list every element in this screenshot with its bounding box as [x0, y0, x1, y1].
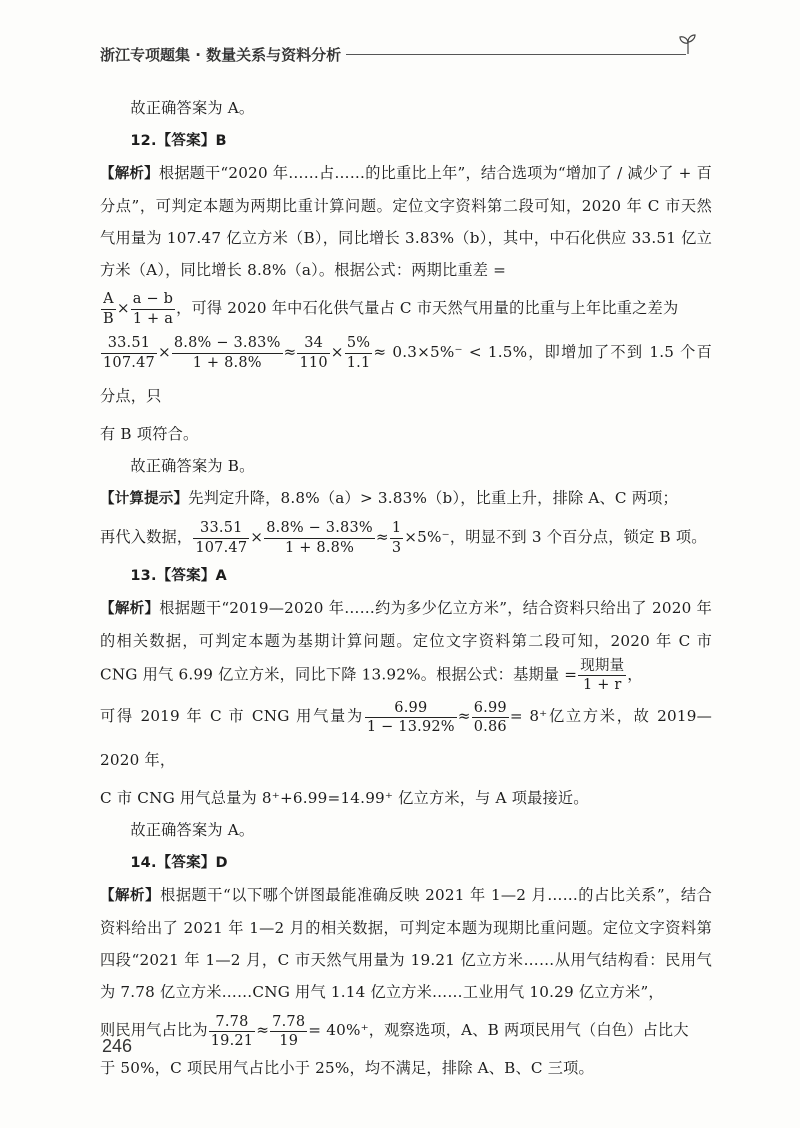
q14-answer [100, 846, 712, 879]
q14-calc-frac1 [209, 1013, 256, 1050]
q12-calc-frac4 [345, 334, 373, 371]
frac-num: a − b [131, 290, 175, 309]
q13-analysis-text1: 根据题干“2019—2020 年……约为多少亿立方米”，结合资料只给出了 2020 年的相关数据，可判定本题为基期计算问题。定位文字资料第二段可知，2020 年 C 市 CNG 用气 6.99 亿立方米，同比下降 13.92%。根据公式：基期量 = [100, 599, 712, 684]
q12-tip-tag: 【计算提示】 [100, 491, 189, 507]
frac-num: 现期量 [578, 657, 626, 676]
comma: ， [627, 665, 643, 684]
q12-answer-label: 12.【答案】B [130, 133, 227, 149]
page-number: 246 [102, 1036, 133, 1056]
frac-num: 8.8% − 3.83% [172, 334, 283, 353]
q12-calc-frac2 [172, 334, 283, 371]
frac-num: 1 [390, 519, 403, 538]
frac-num: 6.99 [365, 699, 457, 718]
q14-text3: = 40%⁺，观察选项，A、B 两项民用气（白色）占比大 [308, 1021, 689, 1040]
q13-calc-frac2 [472, 699, 509, 736]
q12-tip-text2: 再代入数据， [100, 528, 193, 546]
q12-tip-formula-line [100, 515, 712, 559]
q12-tip-frac2 [264, 519, 375, 556]
q13-calc-frac1 [365, 699, 457, 736]
times-sign: × [157, 343, 171, 361]
q14-text2: 则民用气占比为 [100, 1021, 208, 1040]
frac-num: A [101, 290, 116, 309]
q13-answer [100, 559, 712, 592]
q12-tip-frac3 [390, 519, 403, 556]
q12-conclusion: 故正确答案为 B。 [130, 457, 255, 475]
frac-den: 19 [279, 1032, 299, 1049]
frac-num: 34 [297, 334, 329, 353]
times-sign: × [116, 299, 130, 317]
frac-den: 1 + a [132, 310, 174, 327]
q12-answer [100, 124, 712, 157]
page-content [100, 92, 712, 1084]
frac-den: 19.21 [210, 1032, 254, 1049]
times-sign: × [330, 343, 344, 361]
q13-formula-frac [578, 657, 626, 694]
frac-den: 1 − 13.92% [366, 718, 455, 735]
q12-calc-frac3 [297, 334, 329, 371]
q12-calc-tail: ≈ 0.3×5%⁻ < 1.5%，即增加了不到 1.5 个百分点，只 [100, 343, 712, 405]
q12-formula-line [100, 286, 712, 330]
q12-analysis-tag: 【解析】 [100, 166, 159, 182]
q12-formula-frac2 [131, 290, 175, 327]
q12-analysis [100, 157, 712, 286]
frac-den: B [103, 310, 114, 327]
q14-calc-line [100, 1008, 712, 1052]
q14-answer-label: 14.【答案】D [130, 855, 228, 872]
q13-calc-line [100, 694, 712, 782]
frac-den: 3 [391, 539, 402, 556]
approx-sign: ≈ [457, 707, 471, 726]
q14-analysis-text1: 根据题干“以下哪个饼图最能准确反映 2021 年 1—2 月……的占比关系”，结合资料给出了 2021 年 1—2 月的相关数据，可判定本题为现期比重问题。定位文字资料第四段“2021 年 1—2 月，C 市天然气用量为 19.21 亿立方米……从用气结构看：民用气为 7.78 亿立方米……CNG 用气 1.14 亿立方米……工业用气 10.29 亿立方米”， [100, 886, 712, 1002]
q12-analysis-text3: 有 B 项符合。 [100, 425, 199, 443]
frac-num: 33.51 [101, 334, 157, 353]
q12-analysis-text2: ，可得 2020 年中石化供气量占 C 市天然气用量的比重与上年比重之差为 [176, 299, 679, 317]
q12-tip-tail: ×5%⁻，明显不到 3 个百分点，锁定 B 项。 [404, 528, 707, 546]
frac-num: 8.8% − 3.83% [264, 519, 375, 538]
q13-text4: C 市 CNG 用气总量为 8⁺+6.99=14.99⁺ 亿立方米，与 A 项最接近。 [100, 789, 589, 808]
q13-analysis [100, 592, 712, 694]
frac-num: 33.51 [193, 519, 249, 538]
q12-calc-frac1 [101, 334, 157, 371]
frac-num: 5% [345, 334, 373, 353]
page-header [100, 30, 700, 70]
q13-analysis-tag: 【解析】 [100, 601, 160, 617]
q11-conclusion: 故正确答案为 A。 [130, 99, 255, 117]
approx-sign: ≈ [283, 343, 297, 361]
q13-conclusion: 故正确答案为 A。 [130, 821, 255, 840]
frac-den: 107.47 [103, 354, 155, 371]
frac-num: 6.99 [472, 699, 509, 718]
approx-sign: ≈ [375, 528, 389, 546]
frac-den: 110 [299, 354, 328, 371]
q12-formula-frac1 [101, 290, 116, 327]
q12-analysis-text1: 根据题干“2020 年……占……的比重比上年”，结合选项为“增加了 / 减少了 + 百分点”，可判定本题为两期比重计算问题。定位文字资料第二段可知，2020 年 C 市天然气用量为 107.47 亿立方米（B），同比增长 3.83%（b），其中，中石化供应 33.51 亿立方米（A），同比增长 8.8%（a）。根据公式：两期比重差 = [100, 164, 712, 279]
frac-num: 7.78 [209, 1013, 256, 1032]
q12-calc-line [100, 330, 712, 418]
frac-num: 7.78 [270, 1013, 307, 1032]
q14-analysis-tag: 【解析】 [100, 888, 161, 905]
frac-den: 1 + r [582, 677, 622, 694]
frac-den: 1 + 8.8% [192, 354, 262, 371]
header-title: 浙江专项题集 · 数量关系与资料分析 [100, 46, 342, 64]
q13-text3: = 8⁺亿立方米，故 2019—2020 年， [100, 707, 712, 770]
q14-calc-frac2 [270, 1013, 307, 1050]
q14-analysis [100, 879, 712, 1008]
times-sign: × [250, 528, 264, 546]
header-rule [346, 54, 686, 55]
q12-tip-frac1 [193, 519, 249, 556]
approx-sign: ≈ [256, 1021, 270, 1040]
frac-den: 0.86 [473, 718, 507, 735]
q14-text4: 于 50%，C 项民用气占比小于 25%，均不满足，排除 A、B、C 三项。 [100, 1059, 594, 1078]
q13-answer-label: 13.【答案】A [130, 568, 227, 584]
frac-den: 1 + 8.8% [285, 539, 355, 556]
q13-text2: 可得 2019 年 C 市 CNG 用气量为 [100, 707, 364, 726]
q12-tip [100, 482, 712, 515]
leaf-sprout-icon [676, 32, 700, 56]
q12-tip-text1: 先判定升降，8.8%（a）> 3.83%（b），比重上升，排除 A、C 两项； [188, 489, 678, 507]
frac-den: 1.1 [346, 354, 371, 371]
frac-den: 107.47 [195, 539, 248, 556]
